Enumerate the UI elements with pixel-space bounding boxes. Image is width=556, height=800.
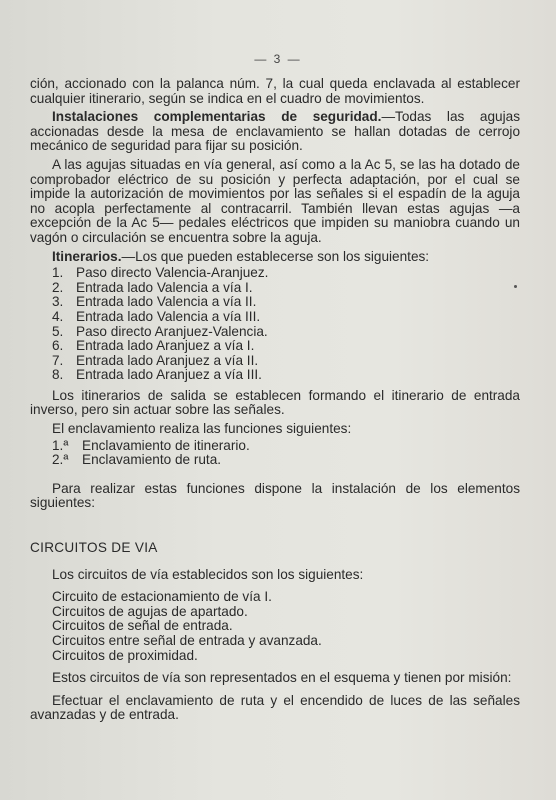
list-item: Circuitos de agujas de apartado. (52, 603, 248, 619)
itinerarios-heading: Itinerarios. (52, 248, 122, 264)
paragraph-continuation: ción, accionado con la palanca núm. 7, la cual queda enclavada al establecer cualquier itinerario, según se indica en el cuadro de movimientos. (30, 76, 520, 106)
list-item: 1.ª Enclavamiento de itinerario. (52, 437, 250, 453)
funciones-list (52, 439, 520, 468)
paragraph-comprobador: A las agujas situadas en vía general, así como a la Ac 5, se las ha dotado de comprobador eléctrico de su posición y perfecta adaptación, por el cual se impide la autorización de movimientos por las señales si el espadín de la aguja no acopla perfectamente al contracarril. También llevan estas agujas —a excepción de la Ac 5— pedales eléctricos que impiden su maniobra cuando un vagón o circulación se encuentra sobre la aguja. (30, 156, 520, 245)
seguridad-heading: Instalaciones complementarias de seguridad. (52, 109, 382, 125)
paper-speck (514, 285, 517, 288)
list-item: 6. Entrada lado Aranjuez a vía I. (52, 338, 255, 354)
itinerarios-list (52, 266, 520, 383)
paragraph-enclavamiento: El enclavamiento realiza las funciones siguientes: (52, 421, 352, 437)
paragraph-circuitos-intro: Los circuitos de vía establecidos son los siguientes: (52, 566, 364, 582)
list-item: Circuitos de señal de entrada. (52, 618, 233, 634)
list-item: 8. Entrada lado Aranjuez a vía III. (52, 367, 262, 383)
paragraph-mision: Estos circuitos de vía son representados en el esquema y tienen por misión: (52, 670, 512, 686)
itinerarios-intro: —Los que pueden establecerse son los siguientes: (121, 248, 430, 264)
list-item: 7. Entrada lado Aranjuez a vía II. (52, 352, 259, 368)
list-item: 4. Entrada lado Valencia a vía III. (52, 308, 261, 324)
list-item: 5. Paso directo Aranjuez-Valencia. (52, 323, 268, 339)
seguridad-text: —Todas las agujas accionadas desde la mesa de enclavamiento se hallan dotadas de cerrojo mecánico de seguridad para fijar su posición. (30, 109, 520, 154)
list-item: 2. Entrada lado Valencia a vía I. (52, 279, 253, 295)
paragraph-salida: Los itinerarios de salida se establecen formando el itinerario de entrada inverso, pero sin actuar sobre las señales. (30, 387, 520, 418)
list-item: 3. Entrada lado Valencia a vía II. (52, 294, 257, 310)
page-content (30, 77, 520, 723)
list-item: 1. Paso directo Valencia-Aranjuez. (52, 265, 269, 281)
list-item: 2.ª Enclavamiento de ruta. (52, 452, 222, 468)
section-heading: CIRCUITOS DE VIA (30, 540, 158, 556)
paragraph-itinerarios (30, 250, 520, 265)
paragraph-final: Efectuar el enclavamiento de ruta y el encendido de luces de las señales avanzadas y de entrada. (30, 692, 520, 723)
list-item: Circuitos de proximidad. (52, 647, 198, 663)
list-item: Circuitos entre señal de entrada y avanzada. (52, 633, 322, 648)
paragraph-seguridad (30, 110, 520, 154)
page-number: — 3 — (254, 52, 302, 66)
circuitos-list (52, 590, 520, 663)
paragraph-realizar: Para realizar estas funciones dispone la instalación de los elementos siguientes: (30, 480, 520, 511)
list-item: Circuito de estacionamiento de vía I. (52, 589, 272, 605)
